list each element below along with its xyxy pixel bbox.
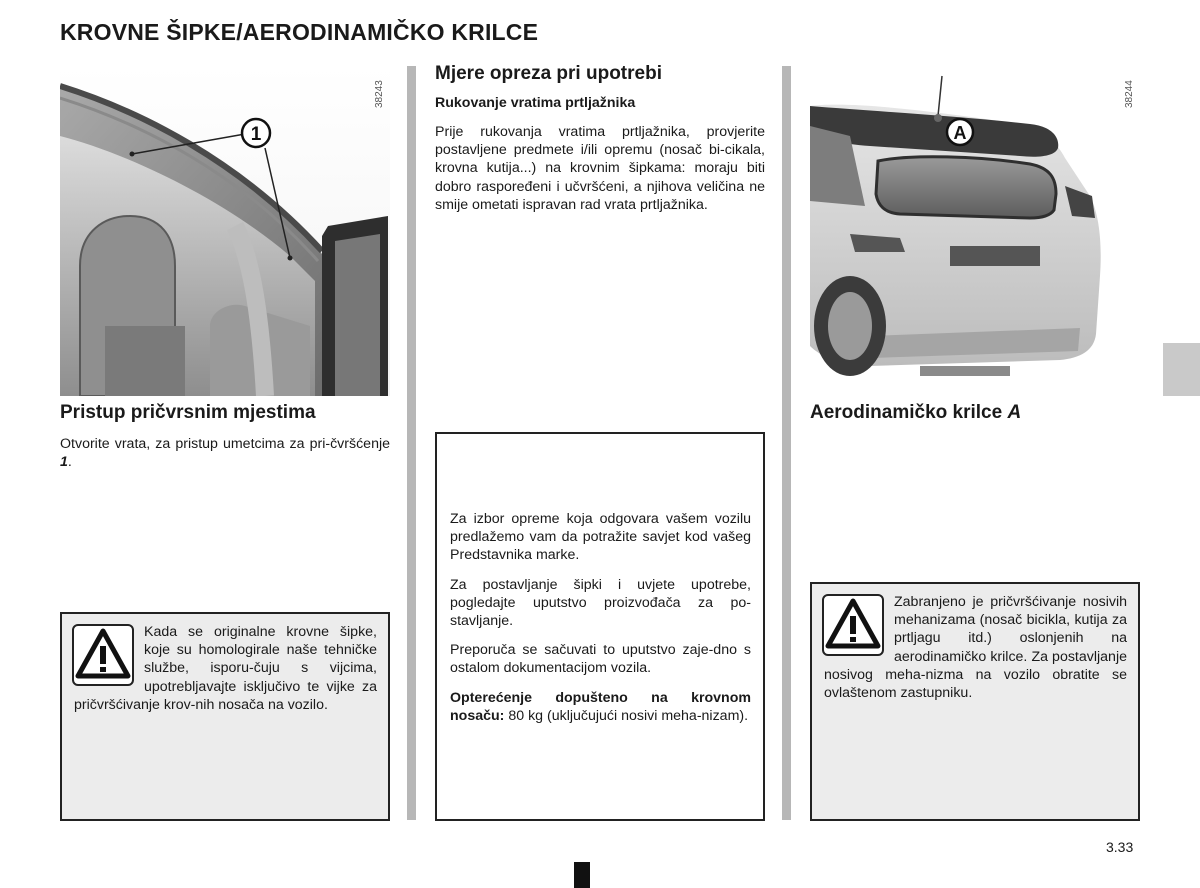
info-par-advice: Za izbor opreme koja odgovara vašem vozilu predlažemo vam da potražite savjet kod vašeg Predstavnika marke. — [450, 511, 751, 564]
callout-1-label: 1 — [250, 124, 262, 145]
roof-bar-illustration — [60, 66, 390, 396]
roof-bar-photo — [60, 66, 390, 396]
section-heading-spoiler — [810, 402, 1021, 424]
figure-code: 38243 — [374, 80, 385, 108]
fixing-points-text-main: Otvorite vrata, za pristup umetcima za pri-čvršćenje — [60, 436, 390, 452]
info-par-instructions: Za postavljanje šipki i uvjete upotrebe, pogledajte uputstvo proizvođača za po-stavljanje. — [450, 576, 751, 630]
info-box-content — [450, 510, 751, 736]
warning-text-original-bars: Kada se originalne krovne šipke, koje su homologirale naše tehničke službe, isporu-čuju s vijcima, upotrebljavajte isključivo te vijke za pričvršćivanje krov-nih nosača na vozilo. — [74, 624, 377, 713]
load-limit-value: 80 kg (uključujući nosivi meha-nizam). — [504, 707, 749, 724]
fixing-points-text-end: . — [67, 454, 72, 471]
info-box-equipment — [435, 432, 765, 821]
car-rear-illustration — [810, 66, 1140, 396]
callout-a-label: A — [953, 123, 967, 143]
page-number: 3.33 — [1106, 839, 1134, 855]
info-par-load-limit — [450, 689, 751, 725]
tailgate-handling-text: Prije rukovanja vratima prtljažnika, provjerite postavljene predmete i/ili opremu (nosač bi-cikala, krovna kutija...) na krovnim šipkama: moraju biti dobro raspoređeni i učvršćeni, a njihova veličina ne smije ometati ispravan rad vrata prtljažnika. — [435, 124, 765, 213]
spoiler-heading-ref: A — [1007, 402, 1022, 423]
info-par-keep-manual: Preporuča se sačuvati to uputstvo zaje-dno s ostalom dokumentacijom vozila. — [450, 642, 751, 677]
load-limit-label: Opterećenje dopušteno na krovnom nosaču: — [450, 689, 751, 724]
fixing-points-ref: 1 — [60, 454, 68, 471]
section-heading-precautions: Mjere opreza pri upotrebi — [435, 63, 662, 84]
page-bottom-mark — [574, 862, 590, 888]
figure-code: 38244 — [1124, 80, 1135, 108]
page-title: KROVNE ŠIPKE/AERODINAMIČKO KRILCE — [60, 19, 539, 45]
section-heading-fixing-points: Pristup pričvrsnim mjestima — [60, 402, 316, 423]
warning-box-original-bars — [60, 612, 390, 821]
spoiler-photo — [810, 66, 1140, 396]
spoiler-heading-text: Aerodinamičko krilce — [810, 402, 1008, 423]
column-divider — [407, 66, 416, 820]
subheading-tailgate: Rukovanje vratima prtljažnika — [435, 95, 636, 111]
chapter-tab — [1163, 343, 1200, 396]
warning-text-spoiler: Zabranjeno je pričvršćivanje nosivih mehanizama (nosač bicikla, kutija za prtljagu itd.) oslonjenih na aerodinamičko krilce. Za postavljanje nosivog meha-nizma na vozilo obratite se ovlaštenom zastupniku. — [824, 594, 1127, 702]
fixing-points-text — [60, 435, 390, 471]
warning-box-spoiler — [810, 582, 1140, 821]
column-divider — [782, 66, 791, 820]
